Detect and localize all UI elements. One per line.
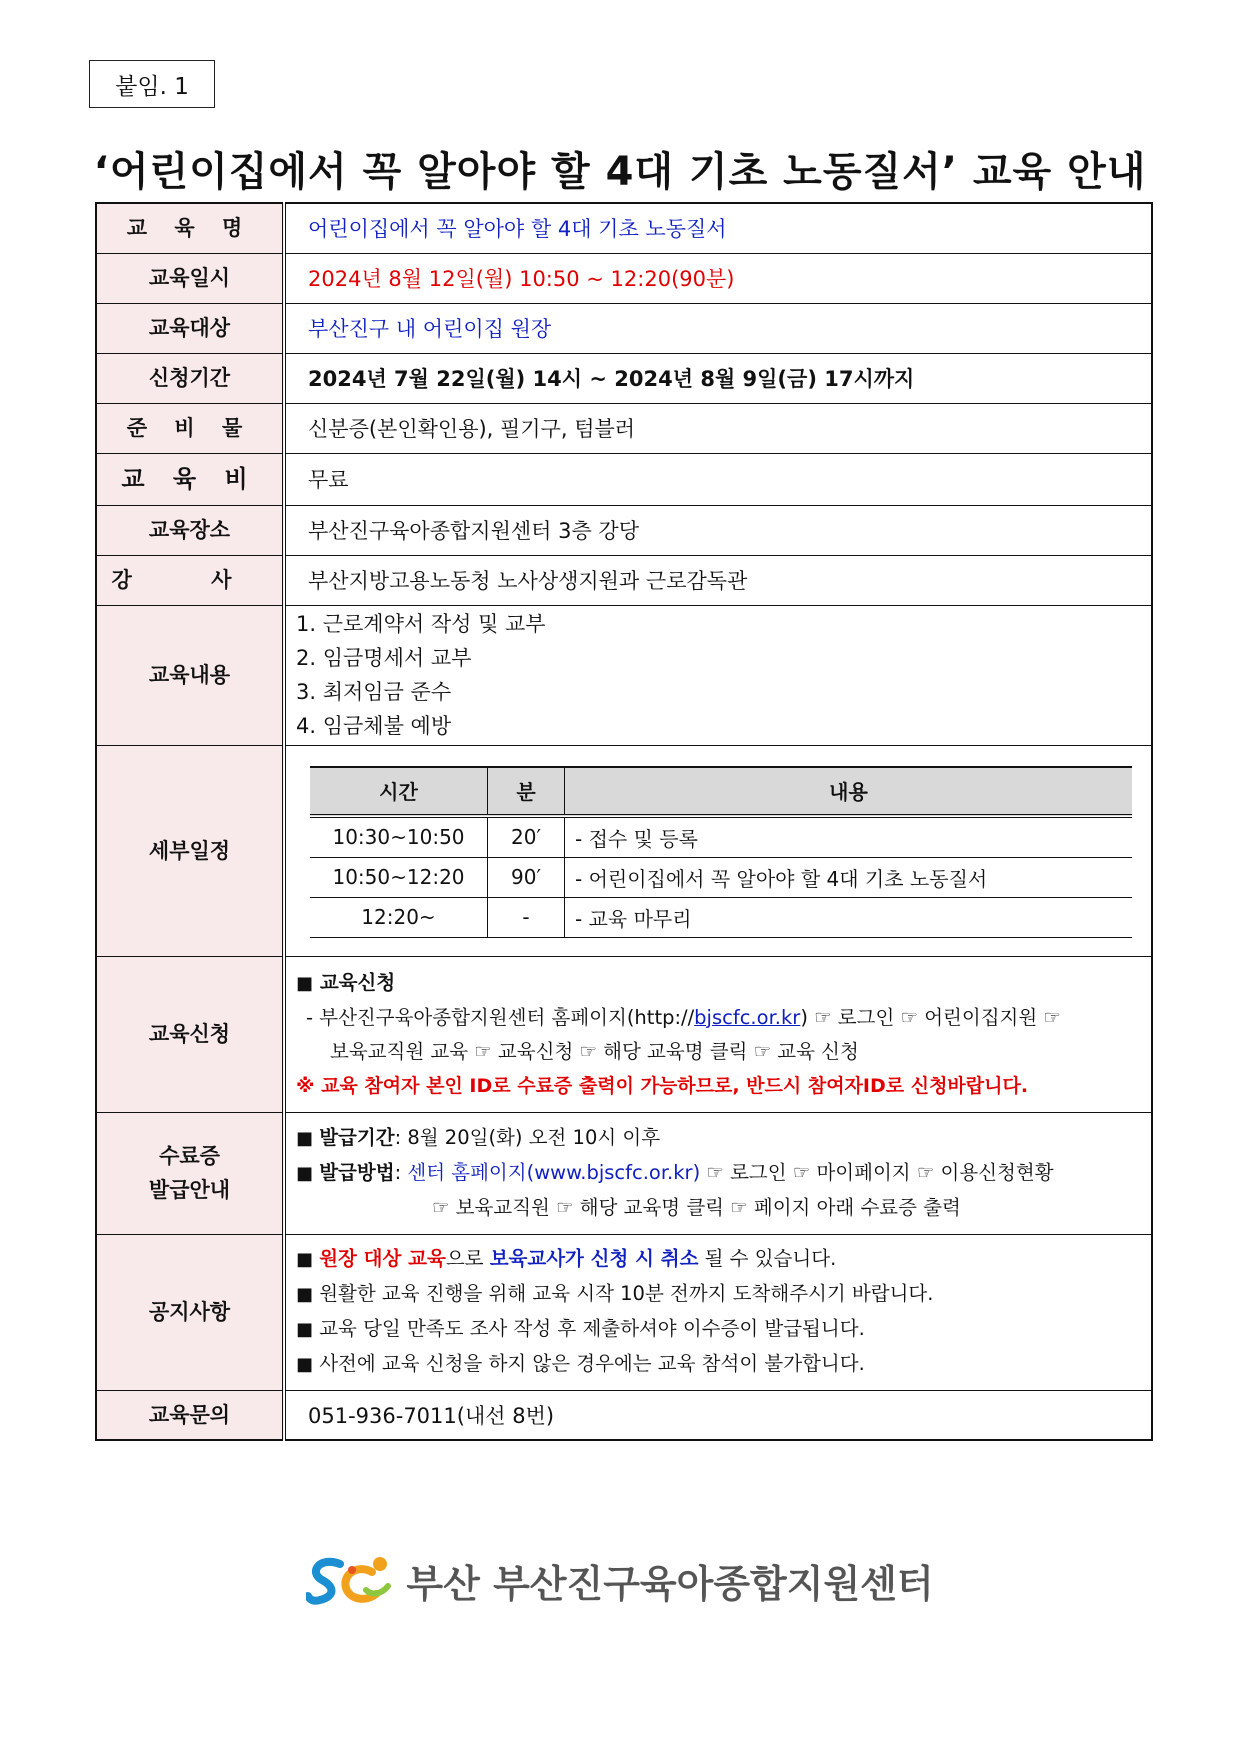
row-notice bbox=[96, 1234, 1152, 1390]
notice1-blue: 보육교사가 신청 시 취소 bbox=[489, 1247, 699, 1270]
value-target: 부산진구 내 어린이집 원장 bbox=[284, 303, 1152, 353]
attachment-label: 붙임. 1 bbox=[89, 60, 215, 108]
bullet-square-icon: ■ bbox=[296, 1163, 314, 1184]
content-item: 4. 임금체불 예방 bbox=[296, 714, 452, 738]
content-item: 2. 임금명세서 교부 bbox=[296, 646, 472, 670]
bullet-square-icon: ■ bbox=[296, 972, 314, 994]
value-instructor: 부산지방고용노동청 노사상생지원과 근로감독관 bbox=[284, 555, 1152, 605]
content-item: 1. 근로계약서 작성 및 교부 bbox=[296, 612, 546, 636]
row-apply bbox=[96, 956, 1152, 1112]
bullet-square-icon: ■ bbox=[296, 1249, 314, 1270]
value-notice bbox=[284, 1234, 1152, 1390]
value-supplies: 신분증(본인확인용), 필기구, 텀블러 bbox=[284, 403, 1152, 453]
label-datetime: 교육일시 bbox=[96, 253, 284, 303]
notice1-end: 될 수 있습니다. bbox=[698, 1247, 837, 1270]
row-datetime bbox=[96, 253, 1152, 303]
header-minutes: 분 bbox=[488, 767, 565, 816]
notice4: 사전에 교육 신청을 하지 않은 경우에는 교육 참석이 불가합니다. bbox=[319, 1352, 865, 1375]
schedule-table bbox=[310, 766, 1132, 938]
cert-method-rest: ☞ 로그인 ☞ 마이페이지 ☞ 이용신청현황 bbox=[700, 1161, 1054, 1184]
value-period: 2024년 7월 22일(월) 14시 ~ 2024년 8월 9일(금) 17시까지 bbox=[284, 353, 1152, 403]
schedule-content: - 교육 마무리 bbox=[565, 897, 1133, 937]
label-fee: 교 육 비 bbox=[96, 453, 284, 505]
row-schedule bbox=[96, 745, 1152, 956]
label-inquiry: 교육문의 bbox=[96, 1390, 284, 1440]
cert-method-line2: ☞ 보육교직원 ☞ 해당 교육명 클릭 ☞ 페이지 아래 수료증 출력 bbox=[432, 1196, 961, 1219]
cert-period-value: : 8월 20일(화) 오전 10시 이후 bbox=[394, 1126, 661, 1149]
row-place bbox=[96, 505, 1152, 555]
label-place: 교육장소 bbox=[96, 505, 284, 555]
header-content: 내용 bbox=[565, 767, 1133, 816]
cert-method-link[interactable]: 센터 홈페이지(www.bjscfc.or.kr) bbox=[407, 1161, 701, 1184]
value-schedule bbox=[284, 745, 1152, 956]
bullet-square-icon: ■ bbox=[296, 1354, 314, 1375]
label-period: 신청기간 bbox=[96, 353, 284, 403]
row-content bbox=[96, 605, 1152, 745]
apply-line2: 보육교직원 교육 ☞ 교육신청 ☞ 해당 교육명 클릭 ☞ 교육 신청 bbox=[330, 1039, 859, 1063]
page-title: ‘어린이집에서 꼭 알아야 할 4대 기초 노동질서’ 교육 안내 bbox=[93, 149, 1147, 195]
label-apply: 교육신청 bbox=[96, 956, 284, 1112]
bullet-square-icon: ■ bbox=[296, 1319, 314, 1340]
schedule-minutes: 90′ bbox=[488, 857, 565, 897]
label-schedule: 세부일정 bbox=[96, 745, 284, 956]
value-certificate bbox=[284, 1112, 1152, 1234]
notice1-red: 원장 대상 교육 bbox=[319, 1247, 446, 1270]
label-notice: 공지사항 bbox=[96, 1234, 284, 1390]
schedule-content: - 어린이집에서 꼭 알아야 할 4대 기초 노동질서 bbox=[565, 857, 1133, 897]
apply-notice: ※ 교육 참여자 본인 ID로 수료증 출력이 가능하므로, 반드시 참여자ID로 신청바랍니다. bbox=[296, 1074, 1029, 1097]
apply-line1-suffix: ) ☞ 로그인 ☞ 어린이집지원 ☞ bbox=[800, 1005, 1061, 1029]
bullet-square-icon: ■ bbox=[296, 1128, 314, 1149]
row-fee bbox=[96, 453, 1152, 505]
schedule-row bbox=[310, 857, 1132, 897]
row-target bbox=[96, 303, 1152, 353]
schedule-time: 10:30~10:50 bbox=[310, 816, 488, 858]
row-certificate bbox=[96, 1112, 1152, 1234]
schedule-time: 10:50~12:20 bbox=[310, 857, 488, 897]
label-instructor: 강 사 bbox=[96, 555, 284, 605]
value-place: 부산진구육아종합지원센터 3층 강당 bbox=[284, 505, 1152, 555]
row-period bbox=[96, 353, 1152, 403]
info-table bbox=[95, 202, 1153, 1441]
cert-method-colon: : bbox=[394, 1161, 408, 1184]
cert-method-label: 발급방법 bbox=[319, 1161, 395, 1184]
schedule-row bbox=[310, 816, 1132, 858]
header-time: 시간 bbox=[310, 767, 488, 816]
sc-logo-icon bbox=[306, 1550, 396, 1610]
apply-link[interactable]: bjscfc.or.kr bbox=[694, 1005, 801, 1029]
label-content: 교육내용 bbox=[96, 605, 284, 745]
bullet-square-icon: ■ bbox=[296, 1284, 314, 1305]
row-instructor bbox=[96, 555, 1152, 605]
label-name: 교 육 명 bbox=[96, 203, 284, 253]
schedule-time: 12:20~ bbox=[310, 897, 488, 937]
value-apply bbox=[284, 956, 1152, 1112]
footer-org-name: 부산 부산진구육아종합지원센터 bbox=[406, 1561, 934, 1606]
value-inquiry: 051-936-7011(내선 8번) bbox=[284, 1390, 1152, 1440]
notice1-mid: 으로 bbox=[445, 1247, 490, 1270]
schedule-minutes: - bbox=[488, 897, 565, 937]
row-name bbox=[96, 203, 1152, 253]
apply-heading: 교육신청 bbox=[319, 970, 396, 994]
footer bbox=[0, 1550, 1240, 1610]
notice3: 교육 당일 만족도 조사 작성 후 제출하셔야 이수증이 발급됩니다. bbox=[319, 1317, 865, 1340]
row-supplies bbox=[96, 403, 1152, 453]
row-inquiry bbox=[96, 1390, 1152, 1440]
label-certificate: 수료증 발급안내 bbox=[96, 1112, 284, 1234]
label-supplies: 준 비 물 bbox=[96, 403, 284, 453]
content-item: 3. 최저임금 준수 bbox=[296, 680, 452, 704]
label-target: 교육대상 bbox=[96, 303, 284, 353]
value-datetime: 2024년 8월 12일(월) 10:50 ~ 12:20(90분) bbox=[284, 253, 1152, 303]
value-name: 어린이집에서 꼭 알아야 할 4대 기초 노동질서 bbox=[284, 203, 1152, 253]
value-fee: 무료 bbox=[284, 453, 1152, 505]
schedule-header bbox=[310, 767, 1132, 816]
schedule-minutes: 20′ bbox=[488, 816, 565, 858]
schedule-content: - 접수 및 등록 bbox=[565, 816, 1133, 858]
cert-period-label: 발급기간 bbox=[319, 1126, 395, 1149]
value-content bbox=[284, 605, 1152, 745]
notice2: 원활한 교육 진행을 위해 교육 시작 10분 전까지 도착해주시기 바랍니다. bbox=[319, 1282, 934, 1305]
apply-line1-prefix: - 부산진구육아종합지원센터 홈페이지(http:// bbox=[306, 1005, 695, 1029]
schedule-row bbox=[310, 897, 1132, 937]
